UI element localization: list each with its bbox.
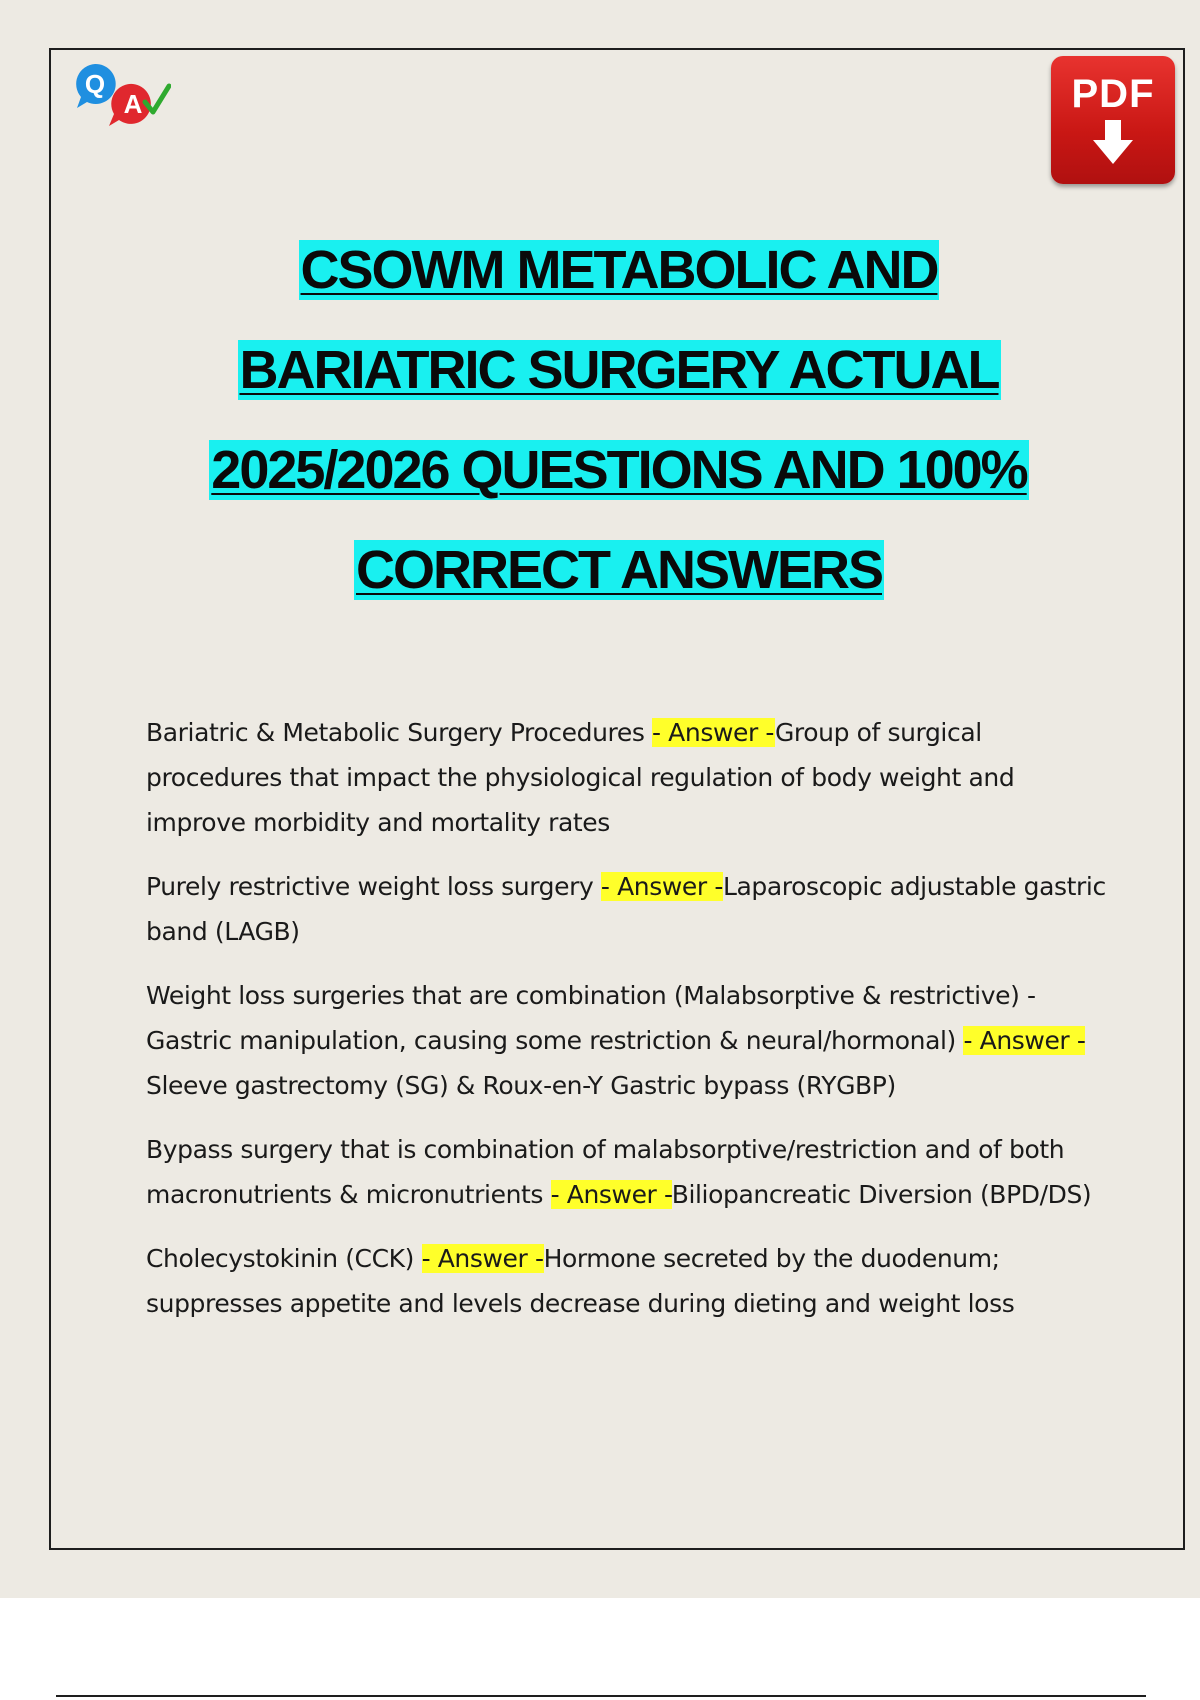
qa-item xyxy=(146,710,1106,845)
qa-logo-a: A xyxy=(123,89,143,119)
answer-text: Biliopancreatic Diversion (BPD/DS) xyxy=(671,1180,1092,1209)
title-line: CSOWM METABOLIC AND xyxy=(300,240,938,300)
title-line: 2025/2026 QUESTIONS AND 100% xyxy=(211,440,1027,500)
title-line: CORRECT ANSWERS xyxy=(355,540,882,600)
download-arrow-icon xyxy=(1093,120,1133,166)
answer-text: Laparoscopic adjustable gastric band (LAGB) xyxy=(146,872,1106,946)
qa-list xyxy=(146,710,1106,1345)
title-line: BARIATRIC SURGERY ACTUAL xyxy=(239,340,999,400)
answer-text: Hormone secreted by the duodenum; suppresses appetite and levels decrease during dieting and weight loss xyxy=(146,1244,1015,1318)
qa-item xyxy=(146,973,1106,1108)
answer-marker: - Answer - xyxy=(652,718,775,747)
page-border xyxy=(49,48,1185,1550)
question-text: Bariatric & Metabolic Surgery Procedures xyxy=(146,718,653,747)
question-text: Weight loss surgeries that are combination (Malabsorptive & restrictive) -Gastric manipulation, causing some restriction & neural/hormonal) xyxy=(146,981,1036,1055)
qa-item xyxy=(146,864,1106,954)
qa-logo-q: Q xyxy=(84,69,106,99)
question-text: Bypass surgery that is combination of malabsorptive/restriction and of both macronutrients & micronutrients xyxy=(146,1135,1065,1209)
qa-item xyxy=(146,1236,1106,1326)
question-text: Purely restrictive weight loss surgery xyxy=(146,872,601,901)
answer-marker: - Answer - xyxy=(600,872,723,901)
question-text: Cholecystokinin (CCK) xyxy=(146,1244,422,1273)
pdf-label: PDF xyxy=(1071,72,1155,116)
qa-logo-icon xyxy=(71,58,171,130)
answer-marker: - Answer - xyxy=(550,1180,672,1209)
qa-item xyxy=(146,1127,1106,1217)
bottom-divider xyxy=(56,1695,1146,1697)
answer-text: Sleeve gastrectomy (SG) & Roux-en-Y Gastric bypass (RYGBP) xyxy=(146,1071,896,1100)
document-title xyxy=(51,240,1187,640)
pdf-download-icon[interactable] xyxy=(1051,56,1175,184)
answer-marker: - Answer - xyxy=(421,1244,544,1273)
answer-marker: - Answer - xyxy=(963,1026,1086,1055)
answer-text: Group of surgical procedures that impact the physiological regulation of body weight and improve morbidity and mortality rates xyxy=(146,718,1015,837)
